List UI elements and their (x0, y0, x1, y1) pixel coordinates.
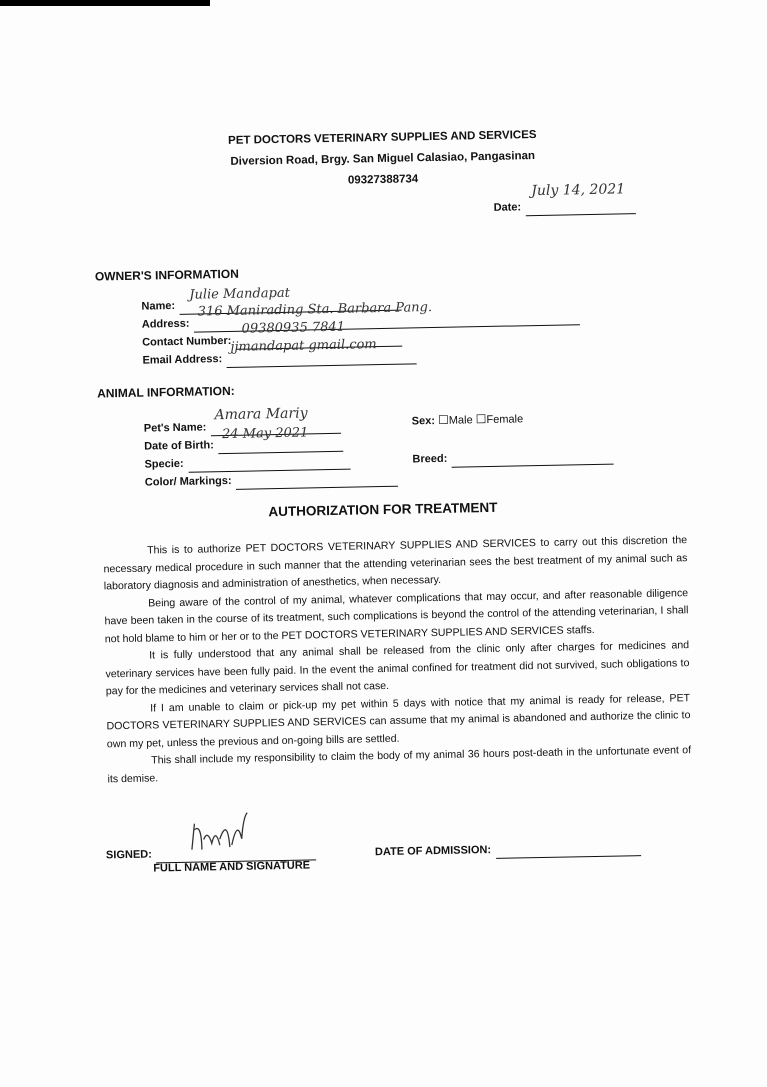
clinic-address: Diversion Road, Brgy. San Miguel Calasiao, Pangasinan (230, 150, 536, 168)
owner-email-label: Email Address: (142, 353, 223, 367)
owner-contact-label: Contact Number: (142, 334, 232, 349)
date-field (493, 181, 635, 217)
breed-label: Breed: (412, 452, 448, 466)
signed-label: SIGNED: (105, 848, 152, 862)
pet-name-label: Pet's Name: (143, 421, 207, 435)
paragraph-5: This shall include my responsibility to claim the body of my animal 36 hours post-death in the unfortunate event of its demise. (107, 744, 692, 785)
pet-name-value: Amara Mariy (214, 405, 308, 424)
full-name-signature-label: FULL NAME AND SIGNATURE (153, 859, 311, 875)
checkbox-female[interactable]: ☐ (475, 412, 487, 427)
signature-scribble (185, 809, 256, 856)
specie-label: Specie: (144, 457, 184, 471)
paragraph-2: Being aware of the control of my animal, whatever complications that may occur, and after reasonable diligence have been taken in the course of its treatment, such complications is beyond the control of the attending veterinarian, I shall not hold blame to him or her or to the PET DOCTORS VETERINARY SUPPLIES AND SERVICES staffs. (104, 586, 689, 645)
date-of-admission-row (375, 837, 641, 861)
owner-address-label: Address: (141, 317, 190, 331)
owner-contact-value: 09380935 7841 (241, 319, 346, 337)
sex-male-label: Male (448, 414, 473, 427)
authorization-body (103, 532, 692, 788)
date-line (525, 181, 635, 216)
clinic-phone: 09327388734 (347, 173, 419, 187)
admission-label: DATE OF ADMISSION: (374, 844, 492, 859)
paragraph-3: It is fully understood that any animal shall be released from the clinic only after charges for medicines and veterinary services have been fully paid. In the event the animal confined for treatment did not survived, such obligations to pay for the medicines and veterinary services shall not case. (105, 639, 690, 698)
dob-label: Date of Birth: (144, 439, 214, 453)
owner-email-value: jjmandapat gmail.com (230, 337, 377, 355)
date-label: Date: (493, 201, 522, 214)
breed-row (412, 446, 614, 469)
paragraph-4: If I am unable to claim or pick-up my pet within 5 days with notice that my animal is ready for release, PET DOCTORS VETERINARY SUPPLIES AND SERVICES can assume that my animal is abandoned and authorize the clinic to own my pet, unless the previous and on-going bills are settled. (106, 691, 691, 750)
color-label: Color/ Markings: (144, 474, 232, 489)
admission-line (495, 837, 640, 859)
paragraph-1: This is to authorize PET DOCTORS VETERINARY SUPPLIES AND SERVICES to carry out this discretion the necessary medical procedure in such manner that the attending veterinarian sees the best treatment of my animal such as laboratory diagnosis and administration of anesthetics, when necessary. (103, 534, 688, 593)
animal-heading: ANIMAL INFORMATION: (96, 383, 235, 401)
owner-name-value: Julie Mandapat (189, 285, 290, 303)
owner-email-line (226, 337, 416, 368)
owner-heading: OWNER'S INFORMATION (94, 266, 239, 284)
color-row (145, 468, 399, 492)
dob-value: 24 May 2021 (221, 425, 309, 443)
clinic-header (172, 124, 593, 195)
owner-address-value: 316 Manirading Sta. Barbara Pang. (197, 300, 433, 320)
breed-line (452, 446, 614, 468)
date-value: July 14, 2021 (531, 181, 626, 200)
owner-name-label: Name: (141, 299, 176, 313)
sex-female-label: Female (486, 413, 524, 427)
authorization-title: AUTHORIZATION FOR TREATMENT (268, 499, 498, 520)
clinic-name: PET DOCTORS VETERINARY SUPPLIES AND SERVICES (227, 128, 537, 147)
sex-row (412, 411, 524, 427)
checkbox-male[interactable]: ☐ (437, 412, 449, 427)
color-line (236, 468, 398, 490)
sex-label: Sex: (411, 415, 436, 428)
